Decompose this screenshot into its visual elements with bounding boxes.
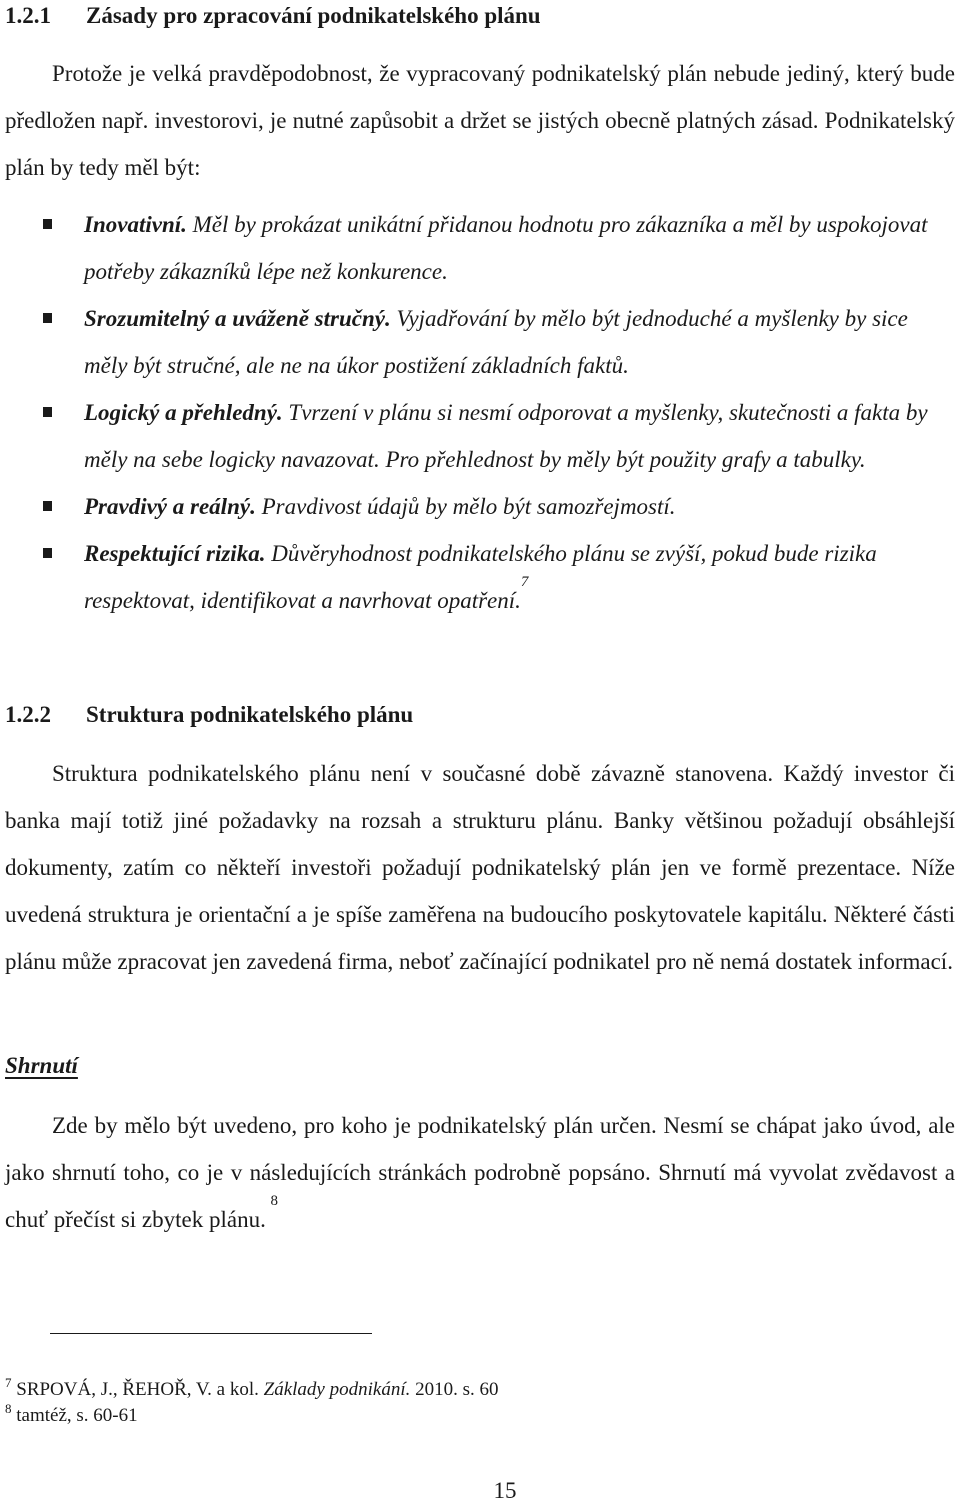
bullet-icon — [43, 548, 52, 558]
list-item — [0, 201, 960, 295]
bullet-icon — [43, 219, 52, 229]
intro-paragraph: Protože je velká pravděpodobnost, že vypracovaný podnikatelský plán nebude jediný, který bude předložen např. investorovi, je nutné zapůsobit a držet se jistých obecně platných zásad. Podnikatelský plán by tedy měl být: — [5, 61, 955, 180]
footnote-ref-8[interactable]: 8 — [270, 1193, 278, 1209]
summary-paragraph — [5, 1102, 955, 1243]
summary-heading: Shrnutí — [5, 1053, 78, 1078]
list-item — [0, 389, 960, 483]
item-text: Měl by prokázat unikátní přidanou hodnotu pro zákazníka a měl by uspokojovat potřeby zákazníků lépe než konkurence. — [84, 212, 928, 284]
list-item — [0, 483, 960, 530]
footnote-number: 8 — [5, 1401, 12, 1416]
bullet-icon — [43, 313, 52, 323]
footnote-text: 2010. s. 60 — [410, 1379, 499, 1400]
bullet-icon — [43, 407, 52, 417]
item-term: Inovativní. — [84, 212, 187, 237]
item-text: Důvěryhodnost podnikatelského plánu se zvýší, pokud bude rizika respektovat, identifikovat a navrhovat opatření. — [84, 541, 877, 613]
list-item — [0, 530, 960, 624]
item-term: Respektující rizika. — [84, 541, 266, 566]
section-heading-1-2-2 — [5, 700, 413, 730]
section-title: Struktura podnikatelského plánu — [86, 702, 414, 727]
footnote-7 — [5, 1377, 499, 1403]
principles-list — [0, 201, 960, 624]
item-text: Pravdivost údajů by mělo být samozřejmostí. — [255, 494, 676, 519]
bullet-icon — [43, 501, 52, 511]
item-term: Pravdivý a reálný. — [84, 494, 256, 519]
list-item — [0, 295, 960, 389]
section-number: 1.2.1 — [5, 3, 51, 28]
section-number: 1.2.2 — [5, 702, 51, 727]
footnote-8 — [5, 1403, 138, 1429]
footnote-ref-7[interactable]: 7 — [520, 574, 529, 590]
footnote-text: tamtéž, s. 60-61 — [16, 1405, 138, 1426]
section-heading-1-2-1 — [5, 1, 541, 31]
page-number: 15 — [493, 1478, 517, 1503]
item-text: Vyjadřování by mělo být jednoduché a myšlenky by sice měly být stručné, ale ne na úkor postižení základních faktů. — [84, 306, 908, 378]
item-term: Srozumitelný a uváženě stručný. — [84, 306, 391, 331]
section-title: Zásady pro zpracování podnikatelského plánu — [86, 3, 541, 28]
structure-paragraph: Struktura podnikatelského plánu není v současné době závazně stanovena. Každý investor či banka mají totiž jiné požadavky na rozsah a strukturu plánu. Banky většinou požadují obsáhlejší dokumenty, zatím co někteří investoři požadují podnikatelský plán jen ve formě prezentace. Níže uvedená struktura je orientační a je spíše zaměřena na budoucího poskytovatele kapitálu. Některé části plánu může zpracovat jen zavedená firma, neboť začínající podnikatel pro ně nemá dostatek informací. — [5, 761, 955, 974]
item-term: Logický a přehledný. — [84, 400, 283, 425]
item-text: Tvrzení v plánu si nesmí odporovat a myšlenky, skutečnosti a fakta by měly na sebe logicky navazovat. Pro přehlednost by měly být použity grafy a tabulky. — [84, 400, 928, 472]
footnote-number: 7 — [5, 1375, 12, 1390]
footnote-title: Základy podnikání. — [263, 1379, 411, 1400]
summary-text: Zde by mělo být uvedeno, pro koho je podnikatelský plán určen. Nesmí se chápat jako úvod, ale jako shrnutí toho, co je v následujících stránkách podrobně popsáno. Shrnutí má vyvolat zvědavost a chuť přečíst si zbytek plánu. — [5, 1113, 955, 1232]
footnote-text: SRPOVÁ, J., ŘEHOŘ, V. a kol. — [16, 1379, 264, 1400]
footnote-divider — [50, 1333, 372, 1334]
